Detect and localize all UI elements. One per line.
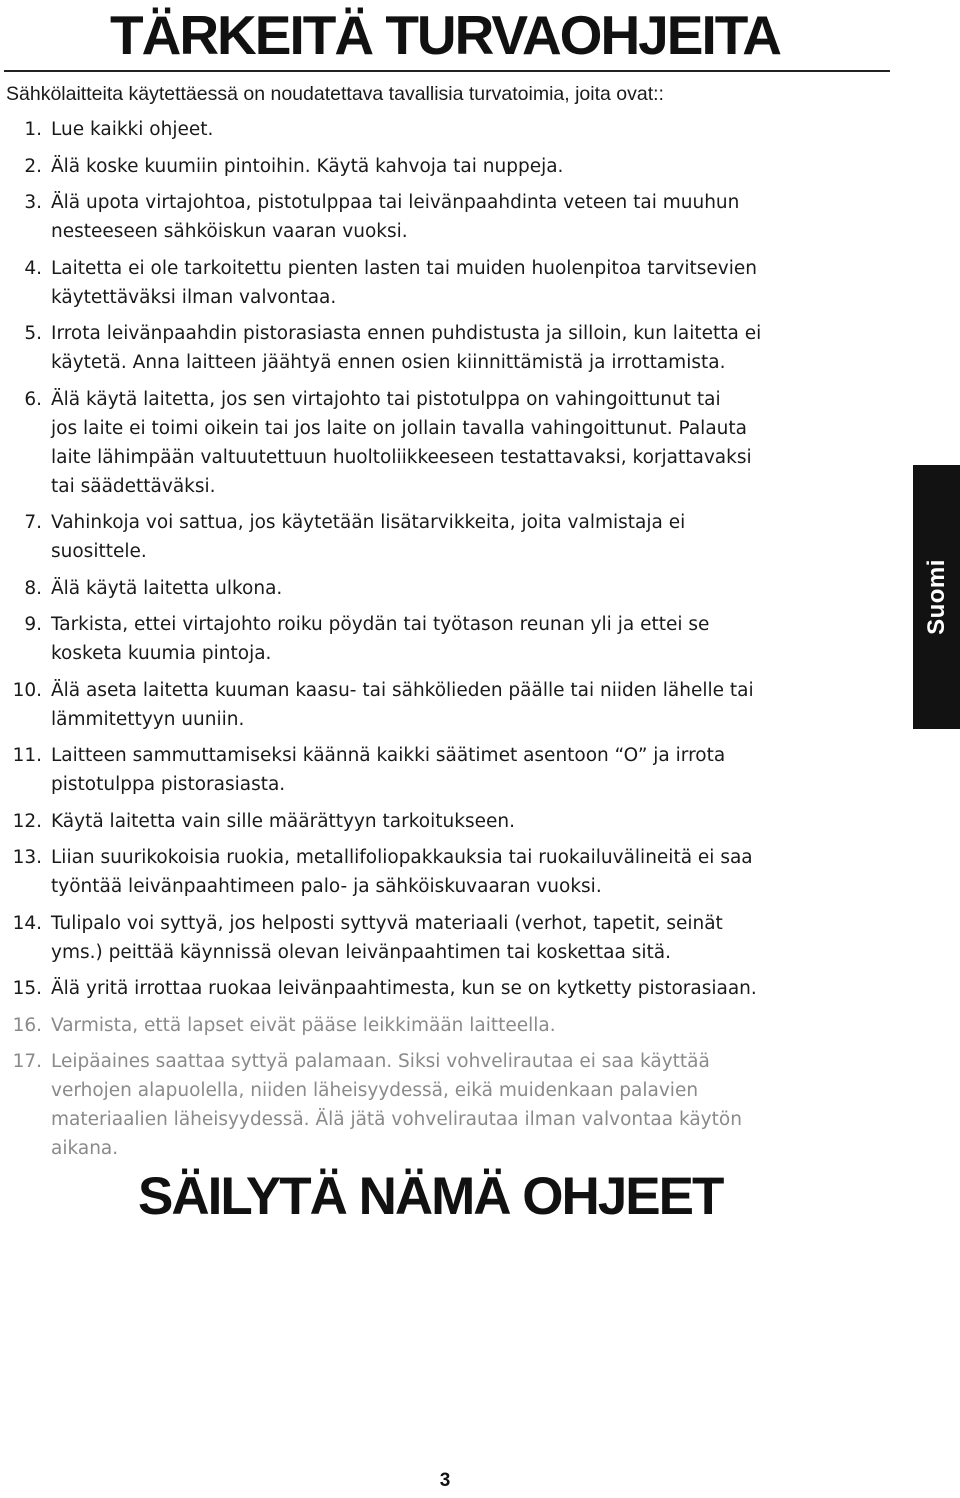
language-tab <box>913 465 960 729</box>
list-item <box>0 385 900 501</box>
list-item <box>0 909 900 967</box>
list-item <box>0 807 900 836</box>
list-item-text: Laitteen sammuttamiseksi käännä kaikki säätimet asentoon “O” ja irrota pistotulppa pistorasiasta. <box>51 745 726 795</box>
language-tab-label: Suomi <box>922 559 950 635</box>
list-item-number: 5. <box>24 323 42 344</box>
list-item-number: 7. <box>24 512 42 533</box>
list-item-text: Tarkista, ettei virtajohto roiku pöydän tai työtason reunan yli ja ettei se kosketa kuumia pintoja. <box>51 614 710 664</box>
list-item-number: 10. <box>12 679 42 701</box>
list-item <box>0 574 900 603</box>
list-item <box>0 843 900 901</box>
page-title: TÄRKEITÄ TURVAOHJEITA <box>110 4 780 66</box>
list-item <box>0 254 900 312</box>
list-item-text: Leipäaines saattaa syttyä palamaan. Siksi vohvelirautaa ei saa käyttää verhojen alapuolella, niiden läheisyydessä, eikä muidenkaan palavien materiaalien läheisyydessä. Älä jätä vohvelirautaa ilman valvontaa käytön aikana. <box>51 1051 742 1159</box>
list-item-number: 3. <box>24 192 42 213</box>
list-item-number: 12. <box>12 810 42 832</box>
list-item-text: Älä upota virtajohtoa, pistotulppaa tai leivänpaahdinta veteen tai muuhun nesteeseen sähköiskun vaaran vuoksi. <box>51 192 740 242</box>
list-item-number: 6. <box>24 388 42 410</box>
closing-title: SÄILYTÄ NÄMÄ OHJEET <box>138 1167 723 1226</box>
list-item <box>0 974 900 1003</box>
list-item-text: Älä aseta laitetta kuuman kaasu- tai sähkölieden päälle tai niiden lähelle tai lämmitettyyn uuniin. <box>51 679 754 730</box>
list-item-number: 1. <box>24 119 42 140</box>
list-item <box>0 115 900 144</box>
intro-text: Sähkölaitteita käytettäessä on noudatettava tavallisia turvatoimia, joita ovat:: <box>6 83 664 105</box>
list-item <box>0 1011 900 1040</box>
list-item-text: Älä koske kuumiin pintoihin. Käytä kahvoja tai nuppeja. <box>51 155 564 177</box>
list-item-number: 11. <box>12 745 42 766</box>
list-item-text: Tulipalo voi syttyä, jos helposti syttyvä materiaali (verhot, tapetit, seinät yms.) peittää käynnissä olevan leivänpaahtimen tai koskettaa sitä. <box>51 912 723 963</box>
list-item <box>0 319 900 377</box>
list-item-text: Käytä laitetta vain sille määrättyyn tarkoitukseen. <box>51 810 515 832</box>
list-item-number: 13. <box>12 847 42 868</box>
list-item-number: 15. <box>12 978 42 999</box>
list-item-number: 14. <box>12 912 42 934</box>
list-item-text: Lue kaikki ohjeet. <box>51 119 214 140</box>
list-item <box>0 152 900 181</box>
list-item-text: Älä yritä irrottaa ruokaa leivänpaahtimesta, kun se on kytketty pistorasiaan. <box>51 978 757 999</box>
list-item <box>0 741 900 799</box>
list-item-text: Laitetta ei ole tarkoitettu pienten lasten tai muiden huolenpitoa tarvitsevien käytettäväksi ilman valvontaa. <box>51 257 757 308</box>
list-item-number: 16. <box>12 1014 42 1036</box>
list-item <box>0 610 900 668</box>
list-item <box>0 188 900 246</box>
list-item-number: 2. <box>24 155 42 177</box>
page-number: 3 <box>439 1470 451 1491</box>
safety-instructions-list <box>0 115 900 1171</box>
list-item-text: Vahinkoja voi sattua, jos käytetään lisätarvikkeita, joita valmistaja ei suosittele. <box>51 512 686 562</box>
list-item-text: Älä käytä laitetta, jos sen virtajohto tai pistotulppa on vahingoittunut tai jos laite ei toimi oikein tai jos laite on jollain tavalla vahingoittunut. Palauta laite lähimpään valtuutettuun huoltoliikkeeseen testattavaksi, korjattavaksi tai säädettäväksi. <box>51 388 752 497</box>
list-item <box>0 1047 900 1163</box>
list-item-text: Älä käytä laitetta ulkona. <box>51 577 283 599</box>
title-divider <box>4 70 890 72</box>
list-item-number: 9. <box>24 614 42 635</box>
list-item-number: 17. <box>12 1051 42 1072</box>
list-item <box>0 676 900 734</box>
list-item-number: 4. <box>24 257 42 279</box>
list-item-text: Varmista, että lapset eivät pääse leikkimään laitteella. <box>51 1014 556 1036</box>
list-item <box>0 508 900 566</box>
list-item-text: Irrota leivänpaahdin pistorasiasta ennen puhdistusta ja silloin, kun laitetta ei käytetä. Anna laitteen jäähtyä ennen osien kiinnittämistä ja irrottamista. <box>51 323 762 373</box>
list-item-number: 8. <box>24 577 42 599</box>
list-item-text: Liian suurikokoisia ruokia, metallifoliopakkauksia tai ruokailuvälineitä ei saa työntää leivänpaahtimeen palo- ja sähköiskuvaaran vuoksi. <box>51 847 753 897</box>
